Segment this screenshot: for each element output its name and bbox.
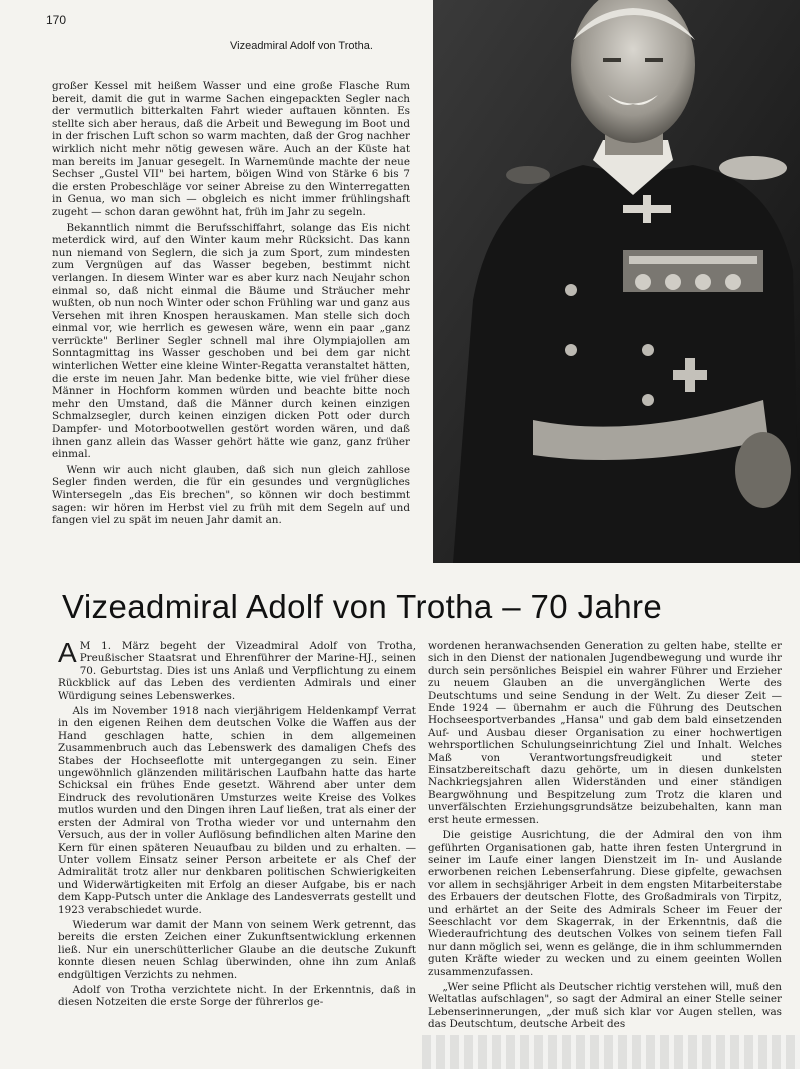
running-head: Vizeadmiral Adolf von Trotha. [230, 40, 373, 52]
right-paragraph-1: wordenen heranwachsenden Generation zu gelten habe, stellte er sich in den Dienst der nationalen Jugendbewegung und wurde ihr durch sein persönliches Beispiel ein wahrer Führer und Erzieher zu neuem Glauben an die unvergänglichen Werte des Deutschtums und seine Sendung in der Welt. Zu dieser Zeit — Ende 1924 — übernahm er auch die Führung des Deutschen Hochseesportverbandes „Hansa" und gab dem bald einsetzenden Auf- und Ausbau dieser Organisation zu einer hochwertigen wehrsportlichen Schulungseinrichtung Ziel und Inhalt. Welches Maß von Verantwortungsfreudigkeit und steter Einsatzbereitschaft dazu gehörte, um in diesen dunkelsten Nachkriegsjahren allen Widerständen und einer ständigen Beargwöhnung und Bespitzelung zum Trotz die klaren und unverfälschten Erziehungsgrundsätze beizubehalten, kann man erst heute ermessen. [428, 640, 782, 826]
page-number: 170 [46, 13, 67, 27]
scan-artifact-strip [422, 1035, 800, 1069]
article-headline: Vizeadmiral Adolf von Trotha – 70 Jahre [62, 588, 663, 625]
left-paragraph-2: Wiederum war damit der Mann von seinem Werk getrennt, das bereits die ersten Zeichen einer Zukunftsentwicklung erkennen ließ. Nur ein unerschütterlicher Glaube an die deutsche Zukunft konnte diesen neuen Schlag überwinden, ohne ihn zum Anlaß endgültigen Verzichts zu nehmen. [58, 918, 416, 981]
article-left-column [58, 637, 416, 1012]
admiral-portrait-photo [433, 0, 800, 563]
left-paragraph-3: Adolf von Trotha verzichtete nicht. In der Erkenntnis, daß in diesen Notzeiten die erste Sorge der führerlos ge- [58, 983, 416, 1009]
article-right-column [428, 640, 782, 1034]
top-text-column [52, 80, 410, 530]
right-paragraph-2: Die geistige Ausrichtung, die der Admiral den von ihm geführten Organisationen gab, hatte ihren festen Untergrund in seiner im Laufe einer langen Dienstzeit im In- und Auslande erworbenen reichen Lebenserfahrung. Diese gipfelte, gewachsen vor allem in sechsjähriger Arbeit in dem engsten Mitarbeiterstabe des Erbauers der deutschen Flotte, des Großadmirals von Tirpitz, und erhärtet an der Seite des Admirals Scheer im Feuer der Seeschlacht vor dem Skagerrak, in der Erkenntnis, daß die Wiederaufrichtung des deutschen Volkes von seinem tiefen Fall nur dann möglich sei, wenn es gelänge, die in ihm schlummernden guten Kräfte wieder zu wecken und zu einem geeinten Wollen zusammenzufassen. [428, 829, 782, 978]
right-paragraph-3: „Wer seine Pflicht als Deutscher richtig verstehen will, muß den Weltatlas aufschlagen", so sagt der Admiral an einer Stelle seiner Lebenserinnerungen, „der muß sich klar vor Augen stellen, was das Deutschtum, deutsche Arbeit des [428, 980, 782, 1031]
top-paragraph-3: Wenn wir auch nicht glauben, daß sich nun gleich zahllose Segler finden werden, die für ein gesundes und vergnügliches Wintersegeln „das Eis brechen", so können wir doch bestimmt sagen: wir hören im Herbst viel zu früh mit dem Segeln auf und fangen viel zu spät im neuen Jahr damit an. [52, 463, 410, 527]
portrait-illustration [433, 0, 800, 563]
top-paragraph-2: Bekanntlich nimmt die Berufsschiffahrt, solange das Eis nicht meterdick wird, auf den Winter kaum mehr Rücksicht. Das kann nun niemand von Seglern, die sich ja zum Sport, zum mindesten zum Vergnügen auf das Wasser begeben, bestimmt nicht verlangen. In diesem Winter war es aber kurz nach Neujahr schon einmal so, daß nicht einmal die Bäume und Sträucher mehr wußten, ob nun noch Winter oder schon Frühling war und ganz aus Versehen mit ihren Knospen herauskamen. Man stelle sich doch einmal vor, wie herrlich es gewesen wäre, wenn ein paar „ganz verrückte" Berliner Segler schnell mal ihre Olympiajollen am Sonntagmittag ins Wasser geschoben und bei dem gar nicht winterlichen Wetter eine kleine Winter-Regatta veranstaltet hätten, die erste im neuen Jahr. Man bedenke bitte, wie viel früher diese Männer in Hochform kommen würden und beachte bitte noch mehr den Umstand, daß die Männer durch keinen einzigen Schmalzsegler, durch keinen einzigen dicken Pott oder durch Dampfer- und Motorbootwellen gestört worden wären, und daß ihnen ganz allein das Wasser gehört hätte wie ganz, ganz früher einmal. [52, 221, 410, 461]
top-paragraph-1: großer Kessel mit heißem Wasser und eine große Flasche Rum bereit, damit die gut in warme Sachen eingepackten Segler nach der vermutlich bitterkalten Fahrt wieder auftauen könnten. Es stellte sich aber heraus, daß die Arbeit und Bewegung im Boot und in der frischen Luft schon so warm machten, daß der Grog nachher wirklich nicht mehr nötig gewesen wäre. Auch an der Küste hat man bereits im Januar gesegelt. In Warnemünde machte der neue Sechser „Gustel VII" bei hartem, böigen Wind von Stärke 6 bis 7 die ersten Probeschläge vor seiner Abreise zu den Winterregatten in Genua, wo man sich — obgleich es nicht immer frühlingshaft zugeht — schon daran gewöhnt hat, früh im Jahr zu segeln. [52, 80, 410, 218]
drop-cap: A [58, 637, 77, 668]
left-paragraph-1: Als im November 1918 nach vierjährigem Heldenkampf Verrat in den eigenen Reihen dem deutschen Volke die Waffen aus der Hand geschlagen hatte, schien in dem allgemeinen Zusammenbruch auch das Lebenswerk des damaligen Chefs des Stabes der Hochseeflotte mit untergegangen zu sein. Einer ungewöhnlich glänzenden militärischen Laufbahn hatte das harte Schicksal ein frühes Ende gesetzt. Während aber unter dem Eindruck des revolutionären Umsturzes weite Kreise des Volkes mutlos wurden und den Dingen ihren Lauf ließen, trat als einer der ersten der Admiral von Trotha wieder vor und unternahm den Versuch, aus der in voller Auflösung befindlichen alten Marine den Kern für einen späteren Neuaufbau zu bilden und zu erhalten. — Unter vollem Einsatz seiner Person arbeitete er als Chef der Admiralität trotz aller nur denkbaren politischen Schwierigkeiten und Widerwärtigkeiten mit Erfolg an dieser Aufgabe, bis er nach dem Kapp-Putsch unter die Anklage des Landesverrats gestellt und 1923 verabschiedet wurde. [58, 705, 416, 916]
lead-text: M 1. März begeht der Vizeadmiral Adolf von Trotha, Preußischer Staatsrat und Ehrenführer der Marine-HJ., seinen 70. Geburtstag. Dies ist uns Anlaß und Verpflichtung zu einem Rückblick auf das Leben des verdienten Admirals und einer Würdigung seines Lebenswerkes. [58, 640, 416, 702]
article-lead-paragraph [58, 637, 416, 702]
